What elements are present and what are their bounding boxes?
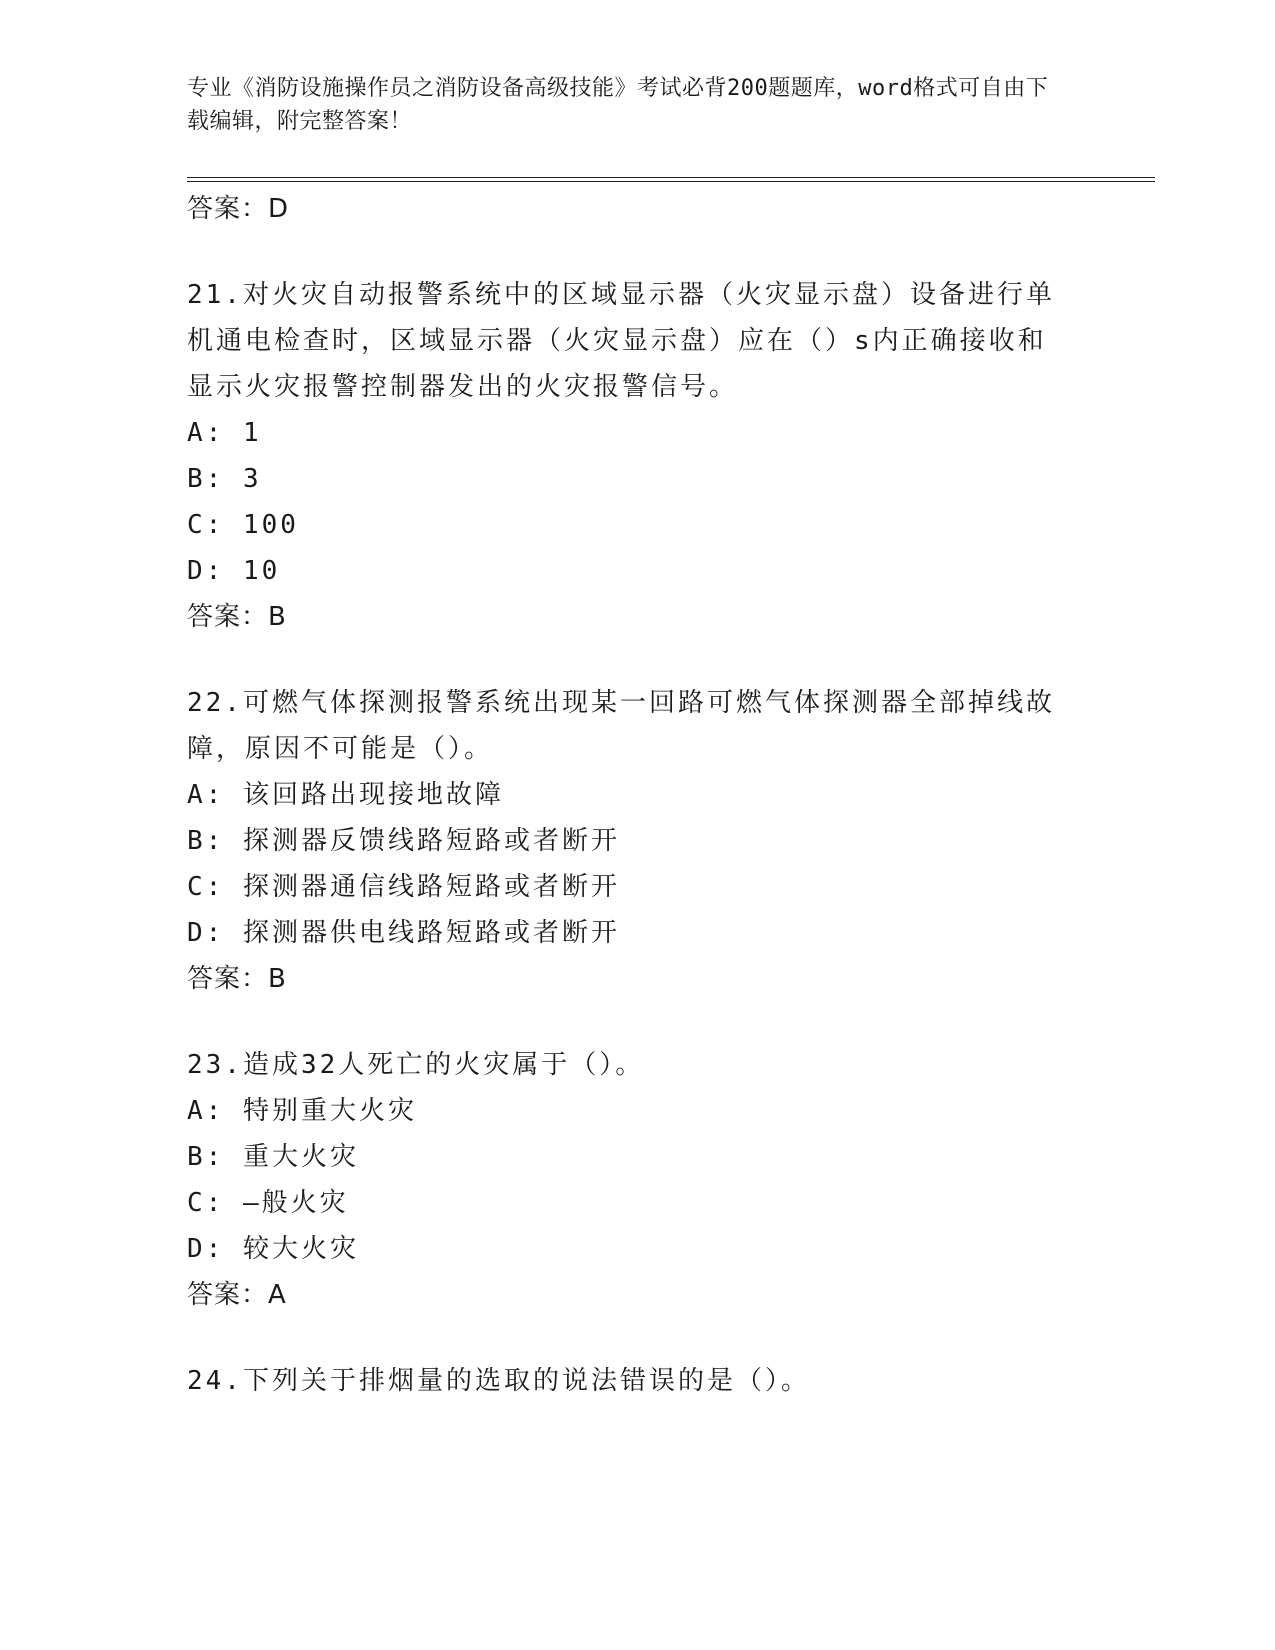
answer-line: 答案：B — [187, 964, 287, 994]
header-divider-bottom — [187, 181, 1155, 182]
option-b: B: 探测器反馈线路短路或者断开 — [187, 826, 620, 856]
question-stem: 21.对火灾自动报警系统中的区域显示器（火灾显示盘）设备进行单机通电检查时，区域显示器（火灾显示盘）应在（）s内正确接收和显示火灾报警控制器发出的火灾报警信号。 — [187, 280, 1055, 402]
previous-answer: 答案：D — [187, 194, 290, 224]
question-block — [187, 680, 1087, 1002]
question-stem: 24.下列关于排烟量的选取的说法错误的是（）。 — [187, 1366, 810, 1396]
header-divider-top — [187, 177, 1155, 178]
option-d: D: 探测器供电线路短路或者断开 — [187, 918, 620, 948]
option-d: D: 10 — [187, 556, 281, 586]
option-a: A: 特别重大火灾 — [187, 1096, 417, 1126]
spacer — [187, 1318, 1087, 1358]
option-a: A: 1 — [187, 418, 262, 448]
option-c: C: 探测器通信线路短路或者断开 — [187, 872, 620, 902]
option-c: C: —般火灾 — [187, 1188, 349, 1218]
spacer — [187, 232, 1087, 272]
option-a: A: 该回路出现接地故障 — [187, 780, 504, 810]
question-block — [187, 1042, 1087, 1318]
document-header: 专业《消防设施操作员之消防设备高级技能》考试必背200题题库，word格式可自由下载编辑，附完整答案！ — [187, 76, 1049, 134]
question-list — [187, 186, 1087, 1404]
spacer — [187, 1002, 1087, 1042]
answer-line: 答案：B — [187, 602, 287, 632]
question-stem: 22.可燃气体探测报警系统出现某一回路可燃气体探测器全部掉线故障，原因不可能是（）。 — [187, 688, 1055, 764]
option-b: B: 3 — [187, 464, 262, 494]
question-stem: 23.造成32人死亡的火灾属于（）。 — [187, 1050, 645, 1080]
question-block — [187, 272, 1087, 640]
option-b: B: 重大火灾 — [187, 1142, 359, 1172]
option-c: C: 100 — [187, 510, 299, 540]
question-block — [187, 1358, 1087, 1404]
option-d: D: 较大火灾 — [187, 1234, 359, 1264]
spacer — [187, 640, 1087, 680]
answer-line: 答案：A — [187, 1280, 287, 1310]
